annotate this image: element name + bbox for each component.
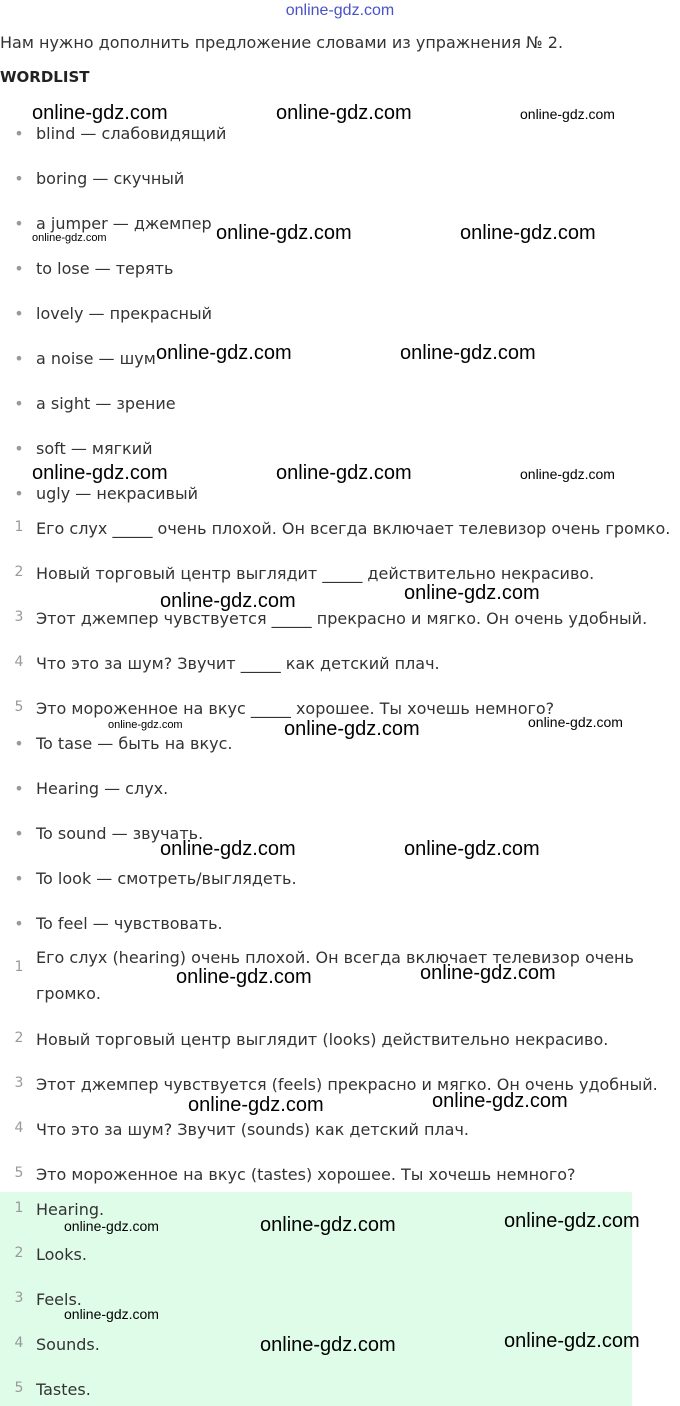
watermark: online-gdz.com: [520, 106, 615, 122]
watermark: online-gdz.com: [32, 102, 168, 124]
intro-text: Нам нужно дополнить предложение словами из упражнения № 2.: [0, 33, 564, 52]
watermark: online-gdz.com: [528, 714, 623, 730]
watermark: online-gdz.com: [260, 1334, 396, 1356]
bullet-icon: •: [14, 734, 24, 753]
watermark: online-gdz.com: [160, 590, 296, 612]
watermark: online-gdz.com: [260, 1214, 396, 1236]
watermark: online-gdz.com: [504, 1330, 640, 1352]
bullet-icon: •: [14, 394, 24, 413]
watermark: online-gdz.com: [176, 966, 312, 988]
bullet-icon: •: [14, 304, 24, 323]
watermark: online-gdz.com: [160, 838, 296, 860]
watermark: online-gdz.com: [64, 1218, 159, 1234]
watermark: online-gdz.com: [276, 462, 412, 484]
watermark: online-gdz.com: [404, 582, 540, 604]
watermark: online-gdz.com: [400, 342, 536, 364]
watermark: online-gdz.com: [156, 342, 292, 364]
bullet-icon: •: [14, 124, 24, 143]
site-header[interactable]: online-gdz.com: [285, 2, 395, 19]
bullet-icon: •: [14, 824, 24, 843]
watermark: online-gdz.com: [108, 719, 183, 731]
watermark: online-gdz.com: [404, 838, 540, 860]
bullet-icon: •: [14, 169, 24, 188]
bullet-icon: •: [14, 439, 24, 458]
watermark: online-gdz.com: [420, 962, 556, 984]
bullet-icon: •: [14, 214, 24, 233]
watermark: online-gdz.com: [504, 1210, 640, 1232]
bullet-icon: •: [14, 259, 24, 278]
watermark: online-gdz.com: [460, 222, 596, 244]
watermark: online-gdz.com: [276, 102, 412, 124]
watermark: online-gdz.com: [32, 462, 168, 484]
wordlist-heading: WORDLIST: [0, 68, 90, 86]
watermark: online-gdz.com: [520, 466, 615, 482]
bullet-icon: •: [14, 349, 24, 368]
watermark: online-gdz.com: [64, 1306, 159, 1322]
bullet-icon: •: [14, 869, 24, 888]
watermark: online-gdz.com: [216, 222, 352, 244]
bullet-icon: •: [14, 914, 24, 933]
bullet-icon: •: [14, 779, 24, 798]
watermark: online-gdz.com: [32, 232, 107, 244]
watermark: online-gdz.com: [188, 1094, 324, 1116]
watermark: online-gdz.com: [284, 718, 420, 740]
bullet-icon: •: [14, 484, 24, 503]
watermark: online-gdz.com: [432, 1090, 568, 1112]
